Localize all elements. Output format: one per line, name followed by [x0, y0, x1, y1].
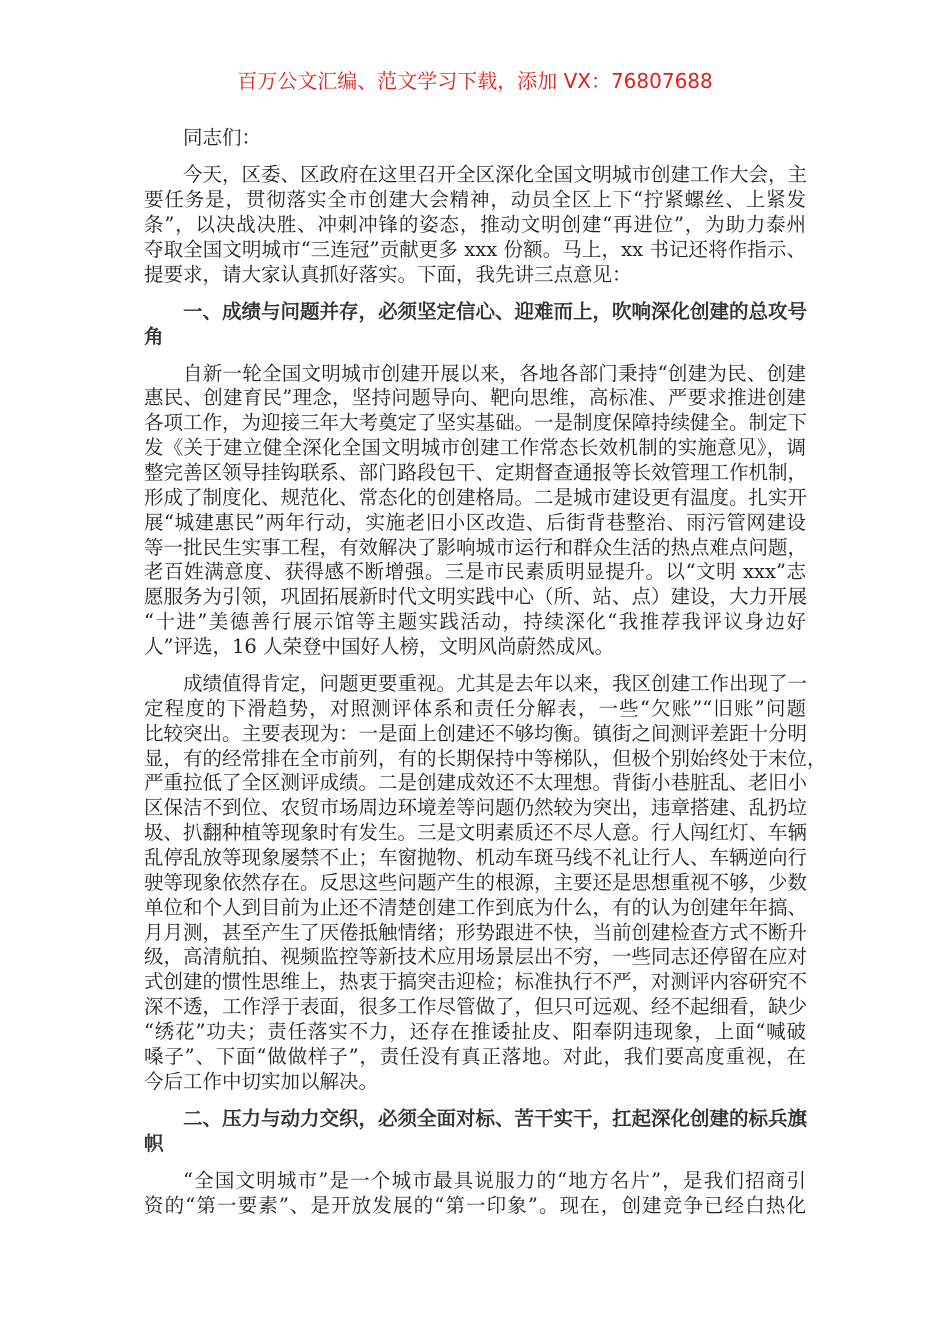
text-line: 级，高清航拍、视频监控等新技术应用场景层出不穷，一些同志还停留在应对 — [144, 945, 808, 969]
text-line: 展“城建惠民”两年行动，实施老旧小区改造、后街背巷整治、雨污管网建设 — [144, 510, 806, 534]
text-line: “十进”美德善行展示馆等主题实践活动，持续深化“我推荐我评议身边好 — [144, 610, 806, 634]
text-line: 各项工作，为迎接三年大考奠定了坚实基础。一是制度保障持续健全。制定下 — [144, 411, 808, 435]
text-line: 定程度的下滑趋势，对照测评体系和责任分解表，一些“欠账”“旧账”问题 — [144, 696, 806, 720]
text-line: 夺取全国文明城市“三连冠”贡献更多 xxx 份额。马上，xx 书记还将作指示、 — [144, 237, 806, 261]
text-line: 自新一轮全国文明城市创建开展以来，各地各部门秉持“创建为民、创建 — [183, 361, 806, 385]
text-line: “绣花”功夫；责任落实不力，还存在推诿扯皮、阳奉阴违现象，上面“喊破 — [144, 1019, 806, 1043]
text-line: 帜 — [144, 1131, 164, 1155]
text-line: 同志们： — [183, 126, 262, 149]
text-line: 成绩值得肯定，问题更要重视。尤其是去年以来，我区创建工作出现了一 — [183, 672, 808, 696]
text-line: 比较突出。主要表现为：一是面上创建还不够均衡。镇街之间测评差距十分明 — [144, 721, 808, 745]
text-line: 资的“第一要素”、是开放发展的“第一印象”。现在，创建竞争已经白热化 — [144, 1193, 806, 1217]
paragraph — [144, 362, 806, 660]
text-line: 角 — [144, 324, 164, 348]
text-line: 二、压力与动力交织，必须全面对标、苦干实干，扛起深化创建的标兵旗 — [183, 1106, 808, 1130]
document-body — [144, 126, 827, 1231]
text-line: 要任务是，贯彻落实全市创建大会精神，动员全区上下“拧紧螺丝、上紧发 — [144, 187, 806, 211]
watermark-banner: 百万公文汇编、范文学习下载，添加 VX：76807688 — [237, 69, 713, 93]
text-line: 惠民、创建育民”理念，坚持问题导向、靶向思维，高标准、严要求推进创建 — [144, 386, 806, 410]
text-line: 人”评选，16 人荣登中国好人榜，文明风尚蔚然成风。 — [144, 634, 614, 658]
text-line: 式创建的惯性思维上，热衷于搞突击迎检；标准执行不严，对测评内容研究不 — [144, 970, 808, 994]
salutation — [144, 126, 806, 151]
text-line: 一、成绩与问题并存，必须坚定信心、迎难而上，吹响深化创建的总攻号 — [183, 299, 808, 323]
paragraph — [144, 672, 827, 1094]
text-line: 单位和个人到目前为止还不清楚创建工作到底为什么，有的认为创建年年搞、 — [144, 895, 808, 919]
text-line: 老百姓满意度、获得感不断增强。三是市民素质明显提升。以“文明 xxx”志 — [144, 560, 806, 584]
text-line: 发《关于建立健全深化全国文明城市创建工作常态长效机制的实施意见》，调 — [144, 436, 806, 460]
paragraph — [144, 1169, 806, 1219]
text-line: “全国文明城市”是一个城市最具说服力的“地方名片”，是我们招商引 — [183, 1168, 806, 1192]
text-line: 圾、扒翻种植等现象时有发生。三是文明素质还不尽人意。行人闯红灯、车辆 — [144, 821, 808, 845]
text-line: 等一批民生实事工程，有效解决了影响城市运行和群众生活的热点难点问题， — [144, 535, 808, 559]
section-heading — [144, 300, 806, 350]
text-line: 形成了制度化、规范化、常态化的创建格局。二是城市建设更有温度。扎实开 — [144, 485, 808, 509]
text-line: 提要求，请大家认真抓好落实。下面，我先讲三点意见： — [144, 262, 632, 286]
paragraph — [144, 163, 806, 287]
text-line: 严重拉低了全区测评成绩。二是创建成效还不太理想。背街小巷脏乱、老旧小 — [144, 771, 808, 795]
text-line: 愿服务为引领，巩固拓展新时代文明实践中心（所、站、点）建设，大力开展 — [144, 585, 808, 609]
text-line: 深不透，工作浮于表面，很多工作尽管做了，但只可远观、经不起细看，缺少 — [144, 995, 808, 1019]
text-line: 整完善区领导挂钩联系、部门路段包干、定期督查通报等长效管理工作机制， — [144, 461, 808, 485]
text-line: 嗓子”、下面“做做样子”，责任没有真正落地。对此，我们要高度重视，在 — [144, 1044, 806, 1068]
text-line: 月月测，甚至产生了厌倦抵触情绪；形势跟进不快，当前创建检查方式不断升 — [144, 920, 808, 944]
text-line: 驶等现象依然存在。反思这些问题产生的根源，主要还是思想重视不够，少数 — [144, 870, 808, 894]
text-line: 今后工作中切实加以解决。 — [144, 1069, 379, 1093]
section-heading — [144, 1107, 806, 1157]
text-line: 条”，以决战决胜、冲刺冲锋的姿态，推动文明创建“再进位”，为助力泰州 — [144, 212, 806, 236]
text-line: 乱停乱放等现象屡禁不止；车窗抛物、机动车斑马线不礼让行人、车辆逆向行 — [144, 845, 808, 869]
text-line: 区保洁不到位、农贸市场周边环境差等问题仍然较为突出，违章搭建、乱扔垃 — [144, 796, 808, 820]
text-line: 今天，区委、区政府在这里召开全区深化全国文明城市创建工作大会，主 — [183, 163, 808, 187]
text-line: 显，有的经常排在全市前列，有的长期保持中等梯队，但极个别始终处于末位， — [144, 746, 827, 770]
